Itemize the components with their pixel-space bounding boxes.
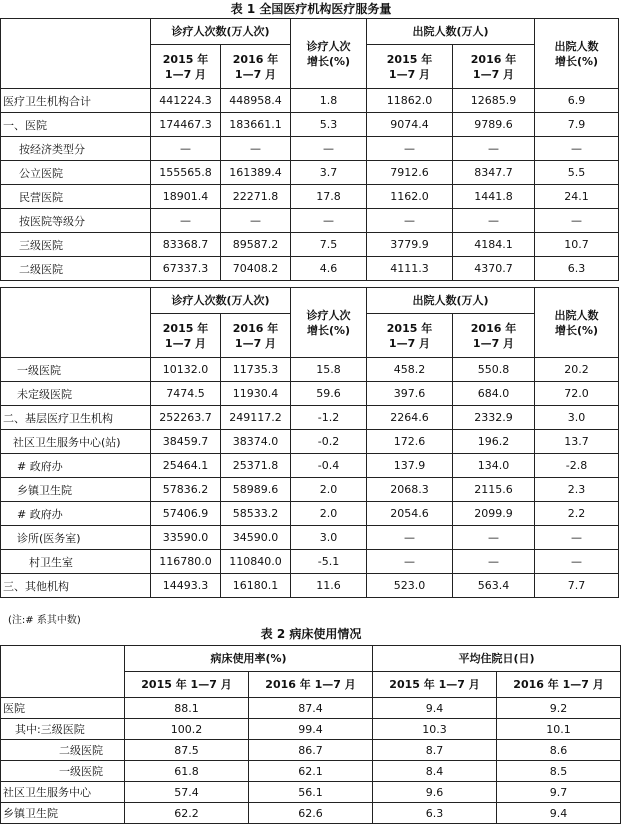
cell-value: 13.7 [535,430,619,454]
t1-corner [1,19,151,89]
cell-value: 5.3 [291,113,367,137]
cell-value: 9.7 [497,782,621,803]
cell-value: -0.2 [291,430,367,454]
cell-value: 7474.5 [151,382,221,406]
cell-value: 3.7 [291,161,367,185]
row-label: 社区卫生服务中心 [1,782,125,803]
row-label: 医院 [1,698,125,719]
cell-value: 15.8 [291,358,367,382]
cell-value: 684.0 [453,382,535,406]
cell-value: — [367,209,453,233]
cell-value: 87.5 [125,740,249,761]
t2-days-header: 平均住院日(日) [373,646,621,672]
cell-value: 6.9 [535,89,619,113]
table-row [1,161,619,185]
cell-value: 86.7 [249,740,373,761]
cell-value: — [535,526,619,550]
row-label: 医疗卫生机构合计 [1,89,151,113]
cell-value: 10.1 [497,719,621,740]
cell-value: 2115.6 [453,478,535,502]
cell-value: 441224.3 [151,89,221,113]
cell-value: 62.2 [125,803,249,824]
cell-value: 8.7 [373,740,497,761]
row-label: 诊所(医务室) [1,526,151,550]
table-row [1,698,621,719]
cell-value: 563.4 [453,574,535,598]
table-row [1,719,621,740]
cell-value: 196.2 [453,430,535,454]
row-label: 按医院等级分 [1,209,151,233]
cell-value: 87.4 [249,698,373,719]
table-row [1,89,619,113]
cell-value: 99.4 [249,719,373,740]
row-label: 公立医院 [1,161,151,185]
cell-value: -2.8 [535,454,619,478]
t2-rate-header: 病床使用率(%) [125,646,373,672]
cell-value: 62.6 [249,803,373,824]
cell-value: 16180.1 [221,574,291,598]
cell-value: 83368.7 [151,233,221,257]
cell-value: 3.0 [535,406,619,430]
table-row [1,550,619,574]
cell-value: 397.6 [367,382,453,406]
cell-value: — [535,137,619,161]
row-label: 民营医院 [1,185,151,209]
row-label: 二级医院 [1,257,151,281]
cell-value: 11930.4 [221,382,291,406]
cell-value: 2.2 [535,502,619,526]
cell-value: 8.4 [373,761,497,782]
row-label: 未定级医院 [1,382,151,406]
cell-value: 7.7 [535,574,619,598]
cell-value: 458.2 [367,358,453,382]
cell-value: 183661.1 [221,113,291,137]
t1-dis-growth-header: 出院人数 增长(%) [535,19,619,89]
t1-2016-header: 2016 年 1—7 月 [221,45,291,89]
t2-days-2016-header: 2016 年 1—7 月 [497,672,621,698]
cell-value: 10.3 [373,719,497,740]
table-row [1,761,621,782]
t1b-discharge-header: 出院人数(万人) [367,288,535,314]
cell-value: 448958.4 [221,89,291,113]
table-row [1,574,619,598]
cell-value: 134.0 [453,454,535,478]
cell-value: 9.6 [373,782,497,803]
cell-value: -0.4 [291,454,367,478]
cell-value: — [453,137,535,161]
cell-value: 12685.9 [453,89,535,113]
cell-value: 2.0 [291,478,367,502]
cell-value: 249117.2 [221,406,291,430]
t1-dis2016-header: 2016 年 1—7 月 [453,45,535,89]
cell-value: 2.0 [291,502,367,526]
cell-value: 3.0 [291,526,367,550]
table1-top [0,18,619,281]
cell-value: 4.6 [291,257,367,281]
cell-value: 1162.0 [367,185,453,209]
cell-value: 33590.0 [151,526,221,550]
cell-value: 11862.0 [367,89,453,113]
cell-value: — [151,137,221,161]
cell-value: 56.1 [249,782,373,803]
row-label: # 政府办 [1,454,151,478]
table-row [1,502,619,526]
row-label: 一级医院 [1,761,125,782]
cell-value: 137.9 [367,454,453,478]
t1b-visit-growth-header: 诊疗人次 增长(%) [291,288,367,358]
cell-value: 10132.0 [151,358,221,382]
cell-value: 252263.7 [151,406,221,430]
cell-value: — [453,550,535,574]
table1-bottom [0,287,619,598]
cell-value: 61.8 [125,761,249,782]
cell-value: 9.2 [497,698,621,719]
cell-value: — [221,137,291,161]
table-row [1,454,619,478]
cell-value: 174467.3 [151,113,221,137]
table-row [1,803,621,824]
row-label: 社区卫生服务中心(站) [1,430,151,454]
cell-value: -1.2 [291,406,367,430]
t1-2015-header: 2015 年 1—7 月 [151,45,221,89]
cell-value: 9.4 [497,803,621,824]
cell-value: — [221,209,291,233]
cell-value: 2068.3 [367,478,453,502]
cell-value: 6.3 [373,803,497,824]
row-label: 三、其他机构 [1,574,151,598]
cell-value: 2054.6 [367,502,453,526]
cell-value: — [367,526,453,550]
row-label: 一级医院 [1,358,151,382]
cell-value: 9074.4 [367,113,453,137]
cell-value: 2.3 [535,478,619,502]
cell-value: 116780.0 [151,550,221,574]
t1b-dis2015-header: 2015 年 1—7 月 [367,314,453,358]
cell-value: 20.2 [535,358,619,382]
cell-value: — [535,550,619,574]
table-row [1,782,621,803]
table-row [1,526,619,550]
cell-value: 2264.6 [367,406,453,430]
t1b-visits-header: 诊疗人次数(万人次) [151,288,291,314]
cell-value: 18901.4 [151,185,221,209]
cell-value: 100.2 [125,719,249,740]
cell-value: -5.1 [291,550,367,574]
cell-value: 58533.2 [221,502,291,526]
table1-title: 表 1 全国医疗机构医疗服务量 [230,2,392,16]
t1b-corner [1,288,151,358]
cell-value: 8347.7 [453,161,535,185]
cell-value: — [291,137,367,161]
cell-value: 6.3 [535,257,619,281]
row-label: 乡镇卫生院 [1,478,151,502]
cell-value: — [367,550,453,574]
row-label: 按经济类型分 [1,137,151,161]
cell-value: 57836.2 [151,478,221,502]
table2 [0,645,621,824]
cell-value: 7.5 [291,233,367,257]
row-label: 一、医院 [1,113,151,137]
cell-value: 24.1 [535,185,619,209]
cell-value: 4370.7 [453,257,535,281]
cell-value: — [151,209,221,233]
cell-value: 10.7 [535,233,619,257]
t1b-dis-growth-header: 出院人数 增长(%) [535,288,619,358]
row-label: 其中:三级医院 [1,719,125,740]
cell-value: 550.8 [453,358,535,382]
cell-value: 11735.3 [221,358,291,382]
cell-value: 110840.0 [221,550,291,574]
table-row [1,430,619,454]
table-row [1,478,619,502]
cell-value: 57406.9 [151,502,221,526]
cell-value: — [535,209,619,233]
cell-value: 172.6 [367,430,453,454]
cell-value: — [453,209,535,233]
cell-value: 62.1 [249,761,373,782]
cell-value: 2099.9 [453,502,535,526]
cell-value: 8.6 [497,740,621,761]
t2-days-2015-header: 2015 年 1—7 月 [373,672,497,698]
cell-value: 17.8 [291,185,367,209]
row-label: 二级医院 [1,740,125,761]
row-label: 村卫生室 [1,550,151,574]
cell-value: 1.8 [291,89,367,113]
cell-value: 8.5 [497,761,621,782]
cell-value: 88.1 [125,698,249,719]
t2-rate-2016-header: 2016 年 1—7 月 [249,672,373,698]
cell-value: 2332.9 [453,406,535,430]
cell-value: 7912.6 [367,161,453,185]
table-row [1,113,619,137]
cell-value: — [453,526,535,550]
cell-value: 1441.8 [453,185,535,209]
cell-value: 7.9 [535,113,619,137]
t1-discharge-header: 出院人数(万人) [367,19,535,45]
cell-value: 25464.1 [151,454,221,478]
cell-value: 25371.8 [221,454,291,478]
cell-value: 3779.9 [367,233,453,257]
cell-value: 9.4 [373,698,497,719]
cell-value: 14493.3 [151,574,221,598]
row-label: 乡镇卫生院 [1,803,125,824]
cell-value: 155565.8 [151,161,221,185]
table-row [1,257,619,281]
cell-value: 89587.2 [221,233,291,257]
cell-value: 34590.0 [221,526,291,550]
t1b-2015-header: 2015 年 1—7 月 [151,314,221,358]
row-label: # 政府办 [1,502,151,526]
cell-value: 57.4 [125,782,249,803]
table-row [1,209,619,233]
table-row [1,406,619,430]
cell-value: 59.6 [291,382,367,406]
cell-value: 11.6 [291,574,367,598]
t1b-2016-header: 2016 年 1—7 月 [221,314,291,358]
cell-value: — [367,137,453,161]
cell-value: 72.0 [535,382,619,406]
t2-rate-2015-header: 2015 年 1—7 月 [125,672,249,698]
row-label: 三级医院 [1,233,151,257]
table-row [1,185,619,209]
t1-visits-header: 诊疗人次数(万人次) [151,19,291,45]
cell-value: 523.0 [367,574,453,598]
cell-value: 4111.3 [367,257,453,281]
cell-value: 38374.0 [221,430,291,454]
table-row [1,382,619,406]
row-label: 二、基层医疗卫生机构 [1,406,151,430]
table-row [1,233,619,257]
table-row [1,740,621,761]
t1-visit-growth-header: 诊疗人次 增长(%) [291,19,367,89]
cell-value: — [291,209,367,233]
cell-value: 4184.1 [453,233,535,257]
table2-title: 表 2 病床使用情况 [260,627,362,641]
cell-value: 22271.8 [221,185,291,209]
table-row [1,137,619,161]
cell-value: 58989.6 [221,478,291,502]
cell-value: 38459.7 [151,430,221,454]
cell-value: 5.5 [535,161,619,185]
table-note: (注:# 系其中数) [8,615,81,626]
cell-value: 9789.6 [453,113,535,137]
cell-value: 67337.3 [151,257,221,281]
cell-value: 70408.2 [221,257,291,281]
t1-dis2015-header: 2015 年 1—7 月 [367,45,453,89]
table-row [1,358,619,382]
t2-corner [1,646,125,698]
t1b-dis2016-header: 2016 年 1—7 月 [453,314,535,358]
cell-value: 161389.4 [221,161,291,185]
